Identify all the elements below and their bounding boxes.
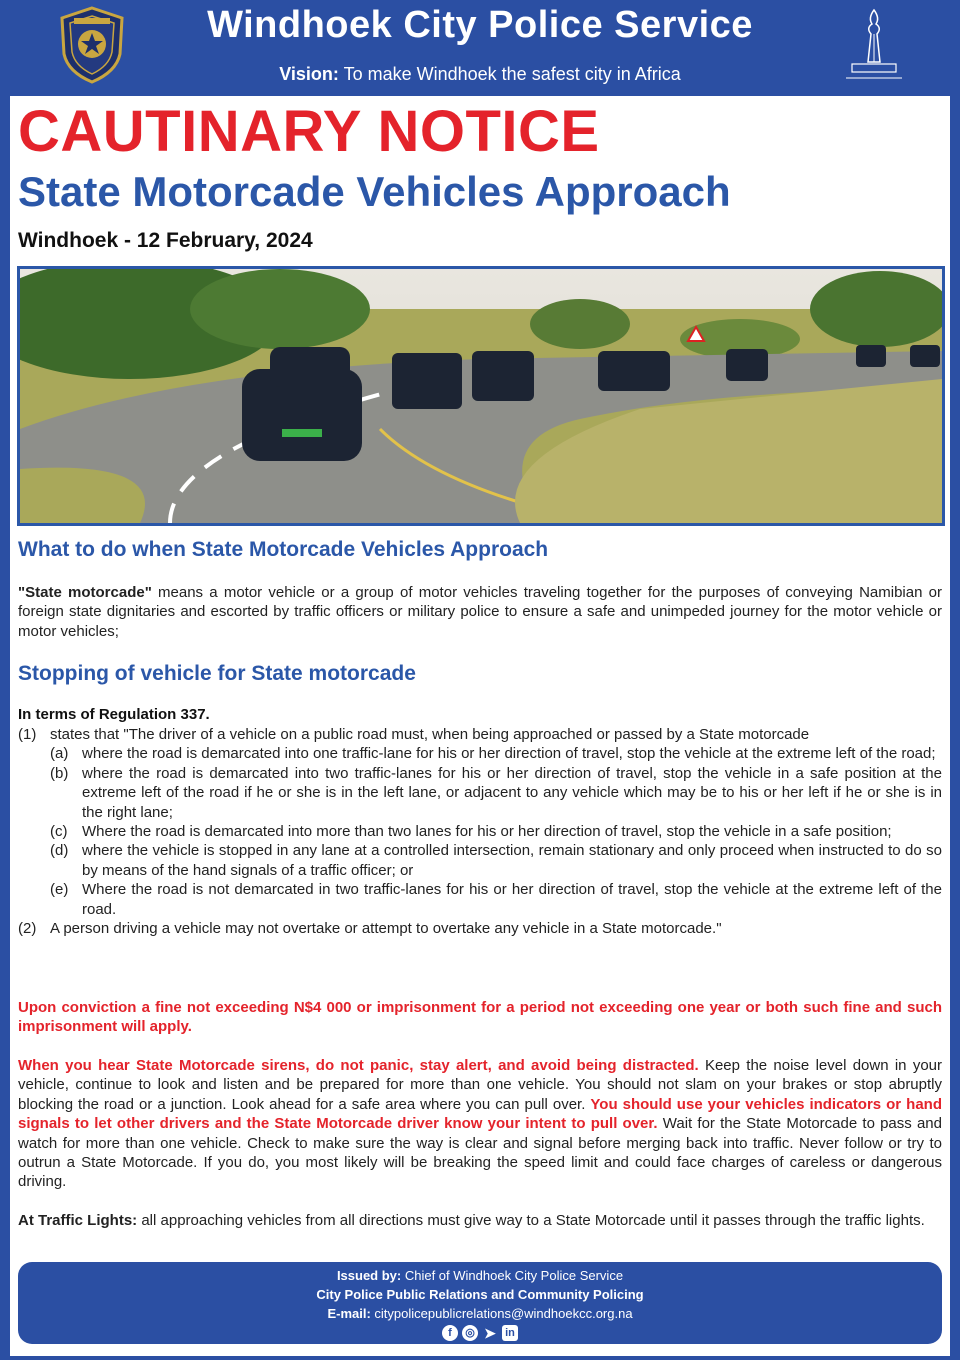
item-text: where the road is demarcated into one traffic-lane for his or her direction of travel, stop the vehicle at the extreme left of the road; bbox=[82, 745, 936, 763]
advice-text-2: Wait for the State Motorcade to pass and watch for more than one vehicle. Check to make sure the way is clear and signal before merging back into traffic. Never follow or try to outrun a State Motorcade. If you do, you most likely will be breaking the speed limit and could face charges of careless or dangerous driving. bbox=[18, 1115, 942, 1191]
vision-text: To make Windhoek the safest city in Africa bbox=[338, 64, 681, 84]
notice-title: CAUTINARY NOTICE bbox=[18, 99, 600, 164]
regulation-reference: In terms of Regulation 337. bbox=[18, 706, 210, 723]
regulation-item-e bbox=[18, 880, 942, 919]
item-text: where the vehicle is stopped in any lane at a controlled intersection, remain stationary and only proceed when instructed to do so by means of the hand signals of a traffic officer; or bbox=[82, 842, 942, 879]
item-number: (c) bbox=[50, 823, 68, 841]
regulation-item-d bbox=[18, 841, 942, 880]
advice-alert-1: When you hear State Motorcade sirens, do not panic, stay alert, and avoid being distracted. bbox=[18, 1057, 699, 1074]
email-label: E-mail: bbox=[327, 1306, 371, 1321]
linkedin-icon[interactable]: in bbox=[502, 1325, 518, 1341]
section-heading-stopping: Stopping of vehicle for State motorcade bbox=[18, 662, 416, 685]
item-number: (b) bbox=[50, 764, 69, 782]
item-text: A person driving a vehicle may not overtake or attempt to overtake any vehicle in a State motorcade." bbox=[50, 920, 722, 938]
motorcade-photo bbox=[17, 266, 945, 526]
regulation-item-b bbox=[18, 764, 942, 822]
issued-by-text: Chief of Windhoek City Police Service bbox=[401, 1268, 624, 1283]
item-number: (d) bbox=[50, 842, 69, 860]
item-text: Where the road is demarcated into more than two lanes for his or her direction of travel, stop the vehicle in a safe position; bbox=[82, 823, 892, 841]
email-address[interactable]: citypolicepublicrelations@windhoekcc.org.na bbox=[370, 1306, 633, 1321]
twitter-icon[interactable]: ➤ bbox=[484, 1325, 496, 1341]
notice-subtitle: State Motorcade Vehicles Approach bbox=[18, 168, 731, 215]
section-heading-what-to-do: What to do when State Motorcade Vehicles Approach bbox=[18, 538, 549, 561]
penalty-notice: Upon conviction a fine not exceeding N$4 000 or imprisonment for a period not exceeding one year or both such fine and such imprisonment will apply. bbox=[18, 999, 942, 1036]
item-text: states that "The driver of a vehicle on a public road must, when being approached or passed by a State motorcade bbox=[50, 726, 810, 743]
social-icons bbox=[18, 1325, 942, 1341]
instagram-icon[interactable]: ◎ bbox=[462, 1325, 478, 1341]
advice-text-1: Keep the noise level down in your vehicle, continue to look and listen and be prepared for more than one vehicle. You should not slam on your brakes or stop abruptly blocking the road or a junction. Look ahead for a safe area where you can pull over. bbox=[18, 1057, 942, 1113]
footer-banner bbox=[18, 1262, 942, 1344]
dateline: Windhoek - 12 February, 2024 bbox=[18, 229, 313, 252]
vision-statement bbox=[0, 64, 960, 85]
item-number: (a) bbox=[50, 745, 69, 763]
definition-text: means a motor vehicle or a group of motor vehicles traveling together for the purposes of conveying Namibian or foreign state dignitaries and escorted by traffic officers or military police to ensure a safe and unimpeded journey for the motor vehicle or motor vehicles; bbox=[18, 584, 942, 640]
department-line bbox=[18, 1285, 942, 1304]
regulation-item-1 bbox=[18, 725, 942, 744]
regulation-item-c bbox=[18, 822, 942, 841]
definition-term: "State motorcade" bbox=[18, 584, 152, 601]
organization-title: Windhoek City Police Service bbox=[207, 4, 753, 46]
department-text: City Police Public Relations and Community Policing bbox=[316, 1287, 644, 1302]
issued-by-label: Issued by: bbox=[336, 1268, 402, 1283]
item-text: Where the road is not demarcated in two traffic-lanes for his or her direction of travel, stop the vehicle at the extreme left of the road. bbox=[82, 881, 942, 918]
facebook-icon[interactable]: f bbox=[442, 1325, 458, 1341]
city-tower-logo bbox=[838, 6, 910, 86]
item-text: where the road is demarcated into two traffic-lanes for his or her direction of travel, stop the vehicle in a safe position at the extreme left of the road if he or she is in the left lane, or adjacent to any vehicle which may be to his or her left if he or she is in the right lane; bbox=[82, 764, 942, 821]
item-number: (2) bbox=[18, 920, 37, 938]
issued-by-line bbox=[18, 1266, 942, 1285]
email-line bbox=[18, 1304, 942, 1323]
traffic-lights-label: At Traffic Lights: bbox=[18, 1212, 138, 1229]
traffic-lights-paragraph bbox=[18, 1211, 942, 1230]
traffic-lights-text: all approaching vehicles from all directions must give way to a State Motorcade until it passes through the traffic lights. bbox=[137, 1212, 925, 1229]
advice-alert-2: You should use your vehicles indicators or hand signals to let other drivers and the State Motorcade driver know your intent to pull over. bbox=[18, 1095, 942, 1133]
regulation-list bbox=[18, 725, 942, 938]
definition-paragraph bbox=[18, 583, 942, 641]
item-number: (e) bbox=[50, 881, 69, 899]
vision-label: Vision: bbox=[279, 64, 339, 84]
regulation-item-a bbox=[18, 744, 942, 763]
item-number: (1) bbox=[18, 726, 37, 743]
regulation-item-2 bbox=[18, 919, 942, 938]
advice-paragraph bbox=[18, 1056, 942, 1192]
header-banner bbox=[0, 0, 960, 96]
